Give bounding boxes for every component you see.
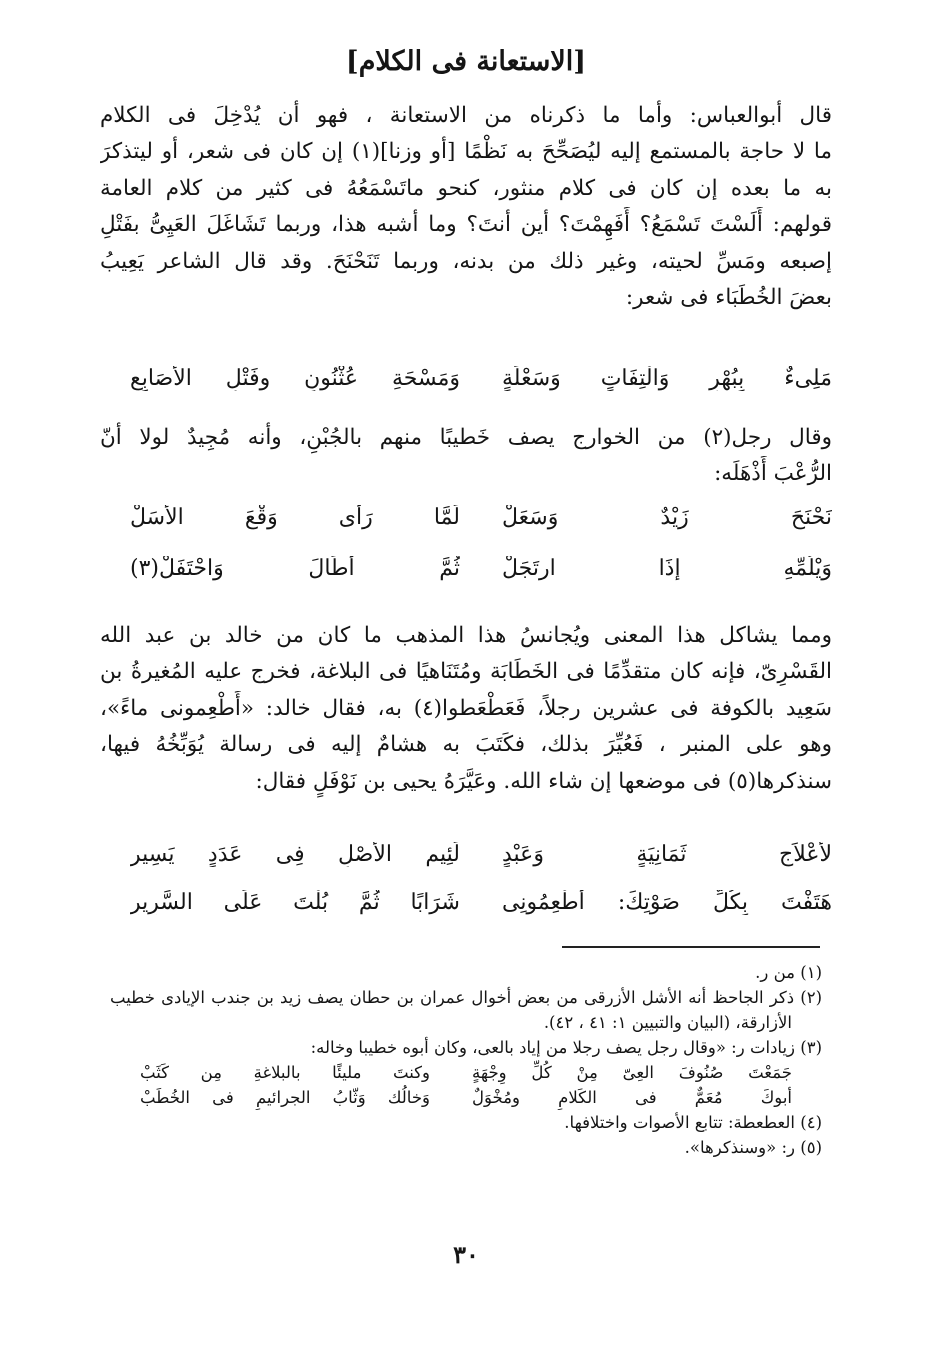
chapter-title: [الاستعانة فى الكلام] [345, 46, 587, 77]
text-line: الرُّعْبَ أَذْهَلَه: [714, 461, 832, 487]
text-line: ما لا حاجة بالمستمع إليه ليُصَحِّحَ به نَظْمًا [أو وزنا](١) إن كان فى شعر، أو ليتذكرَ [100, 139, 832, 165]
verse-line [100, 366, 832, 406]
text-line: قولهم: أَلَسْتَ تَسْمَعُ؟ أَفَهِمْتَ؟ أين أنتَ؟ وما أشبه هذا، وربما تَشَاغَلَ العَيِىُّ بفَتْلِ [100, 212, 832, 238]
paragraph-2 [100, 420, 832, 493]
text-line: وهو على المنبر ، فَعُيِّرَ بذلك، فكَتَبَ به هشامٌ إليه فى رسالة يُوَبِّخُهُ فيها، [100, 732, 832, 758]
footnote-5: (٥) ر: «وسنذكرها». [684, 1138, 822, 1157]
verse-second-hemistich: ثُمَّ أَطَالَ وَاحْتَفَلْ(٣) [130, 556, 460, 581]
footnote-verse-first-hemistich: أبوكَ مُعَمٌّ فى الكَلامِ ومُخْوَلٌ [472, 1088, 792, 1107]
text-line: سنذكرها(٥) فى موضعها إن شاء الله. وعَيَّرَهُ يحيى بن نَوْفَلٍ فقال: [255, 768, 832, 794]
text-line: ومما يشاكل هذا المعنى ويُجانسُ هذا المذهب ما كان من خالد بن عبد الله [100, 623, 832, 648]
footnotes [110, 960, 822, 1160]
text-line: إصبعه ومَسِّ لحيته، وغير ذلك من بدنه، وربما تَنَحْنَحَ. وقد قال الشاعر يَعِيبُ [100, 248, 832, 274]
verse-second-hemistich: وَمَسْحَةِ عُثْنُونٍ وفَتْلِ الأصَابِعِ [130, 366, 460, 391]
page-number: ٣٠ [453, 1240, 479, 1269]
verse-second-hemistich: شَرَابًا ثُمَّ بُلْتَ عَلَى السَّرِيرِ [130, 890, 460, 915]
paragraph-3 [100, 618, 832, 800]
footnote-verse-second-hemistich: وكنتَ مليئًا بالبلاغةِ مِن كَثَبْ [140, 1063, 430, 1082]
verse-first-hemistich: لأَعْلاَجٍ ثَمَانِيَةٍ وَعَبْدٍ [502, 842, 832, 867]
text-line: به ما بعده إن كان فى كلام منثور، كنحو ماتَسْمَعُهُ فى كثير من كلام العامة [100, 175, 832, 201]
footnote-verse-second-hemistich: وَخالُك وَثّابُ الجرائيمِ فى الخُطَبْ [140, 1088, 430, 1107]
footnote-2-continued: الأزارقة، (البيان والتبيين ١: ٤١ ، ٤٢). [543, 1013, 792, 1032]
footnote-separator [562, 946, 820, 948]
verse-first-hemistich: وَيْلُمِّهِ إِذَا ارتَجَلْ [502, 556, 832, 581]
verse-line [100, 890, 832, 930]
verse-second-hemistich: لَئِيمِ الأَصْلِ فِى عَدَدٍ يَسِيرِ [130, 842, 460, 867]
verse-first-hemistich: هَتَفْتَ بِكُلِّ صَوْتِكَ: أَطْعِمُونِى [502, 890, 832, 915]
verse-line [100, 505, 832, 545]
verse-second-hemistich: لَمَّا رَأَى وَقْعَ الأَسَلْ [130, 505, 460, 530]
footnote-1: (١) من ر. [755, 963, 822, 982]
text-line: بعضَ الخُطَبَاء فى شعر: [625, 285, 832, 311]
footnote-2: (٢) ذكر الجاحظ أنه الأشل الأزرقى من بعض أخوال عمران بن حطان يصف زيد بن جندب الإيادى خطيب [110, 988, 822, 1007]
verse-line [100, 842, 832, 882]
footnote-verse-first-hemistich: جَمَعْتَ صُنُوفَ العِىّ مِنْ كُلِّ وِجْهَةٍ [472, 1063, 792, 1082]
text-line: وقال رجل(٢) من الخوارج يصف خَطيبًا منهم بالجُبْنِ، وأنه مُجِيدٌ لولا أنّ [100, 425, 832, 450]
footnote-4: (٤) العطعطة: تتابع الأصوات واختلافها. [564, 1113, 822, 1132]
verse-first-hemistich: مَلِىءٌ بِبُهْرٍ وَالْتِفَاتٍ وَسَعْلَةٍ [502, 366, 832, 391]
footnote-verse-line [110, 1060, 822, 1085]
footnote-3: (٣) زيادات ر: «وقال رجل يصف رجلا من إياد بالعى، وكان أبوه خطيبا وخاله: [310, 1038, 822, 1057]
text-line: قال أبوالعباس: وأما ما ذكرناه من الاستعانة ، فهو أن يُدْخِلَ فى الكلام [100, 103, 832, 128]
text-line: القَسْرِىّ، فإنه كان متقدِّمًا فى الخَطَابَة ومُتَنَاهيًا فى البلاغة، فخرج عليه المُغيرةُ بن [100, 659, 832, 685]
paragraph-1 [100, 98, 832, 316]
text-line: سَعِيد بالكوفة فى عشرين رجلاً، فَعَطْعَطوا(٤) به، فقال خالد: «أَطْعِمونى ماءً»، [100, 695, 832, 721]
footnote-verse-line [110, 1085, 822, 1110]
verse-first-hemistich: نَحْنَحَ زَيْدٌ وَسَعَلْ [502, 505, 832, 530]
verse-line [100, 556, 832, 596]
